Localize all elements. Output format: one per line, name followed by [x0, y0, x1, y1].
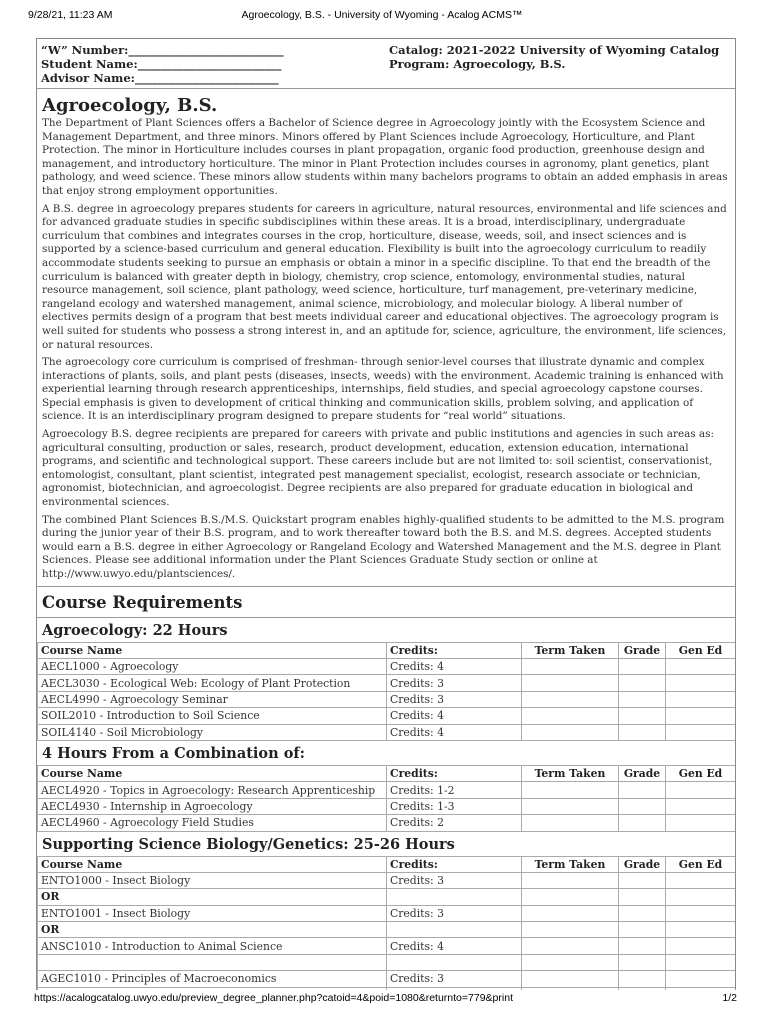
course-table: [37, 642, 736, 741]
table-row: [38, 691, 736, 707]
table-row: [38, 798, 736, 814]
description-paragraph: The agroecology core curriculum is comprised of freshman- through senior-level courses that illustrate dynamic and complex interactions of plants, soils, and plant pests (diseases, insects, weeds) with the environment. Academic training is enhanced with experiential learning through research apprenticeships, internships, field studies, and special agroecology capstone courses. Special emphasis is given to development of critical thinking and communication skills, problem solving, and application of science. It is an interdisciplinary program designed to prepare students for “real world” situations.: [42, 356, 724, 423]
course-name-cell: AECL4960 - Agroecology Field Studies: [38, 815, 387, 831]
credits-cell: Credits: 4: [387, 724, 522, 740]
term-taken-cell: [522, 675, 619, 691]
table-header-row: [38, 642, 736, 658]
grade-cell: [619, 954, 666, 970]
table-row: [38, 782, 736, 798]
gen-ed-cell: [666, 954, 736, 970]
term-taken-cell: [522, 798, 619, 814]
description-paragraph: A B.S. degree in agroecology prepares students for careers in agriculture, natural resources, environmental and life sciences and for advanced graduate studies in specific subdisciplines within these areas. It is a broad, interdisciplinary, undergraduate curriculum that combines and integrates courses in the crop, horticulture, disease, weeds, soil, and insect sciences and is supported by a science-based curriculum and general education. Flexibility is built into the agroecology curriculum to readily accommodate students seeking to pursue an emphasis or obtain a minor in a specific discipline. To that end the breadth of the curriculum is balanced with greater depth in biology, chemistry, crop science, entomology, environmental studies, natural resource management, soil science, plant pathology, weed science, horticulture, turf management, pre-veterinary medicine, rangeland ecology and watershed management, animal science, microbiology, and molecular biology. A liberal number of electives permits design of a program that best meets individual career and educational objectives. The agroecology program is well suited for students who possess a strong interest in, and an aptitude for, science, agriculture, the environment, life sciences, or natural resources.: [42, 202, 727, 351]
course-name-cell: ENTO1001 - Insect Biology: [38, 905, 387, 921]
or-separator: [38, 987, 387, 990]
term-taken-cell: [522, 922, 619, 938]
gen-ed-header: Gen Ed: [666, 642, 736, 658]
course-table: [37, 856, 736, 991]
term-taken-header: Term Taken: [522, 642, 619, 658]
description-paragraph: Agroecology B.S. degree recipients are prepared for careers with private and public institutions and agencies in such areas as: agricultural consulting, production or sales, research, product development, education, extension education, international programs, and scientific and technological support. These careers include but are not limited to: soil scientist, conservationist, entomologist, consultant, plant scientist, integrated pest management specialist, ecologist, research associate or technician, agronomist, biotechnician, and agroecologist. Degree recipients are also prepared for graduate education in biological and environmental sciences.: [42, 428, 714, 509]
term-taken-cell: [522, 724, 619, 740]
grade-cell: [619, 922, 666, 938]
course-name-cell: AECL4990 - Agroecology Seminar: [38, 691, 387, 707]
credits-cell: Credits: 3: [387, 872, 522, 888]
credits-cell: Credits: 4: [387, 708, 522, 724]
or-separator: OR: [38, 889, 387, 905]
program-description: [37, 117, 735, 582]
student-info-block: [37, 39, 735, 89]
course-name-cell: AECL4930 - Internship in Agroecology: [38, 798, 387, 814]
print-url: https://acalogcatalog.uwyo.edu/preview_degree_planner.php?catoid=4&poid=1080&returnto=779&print: [34, 992, 513, 1004]
student-info-fields: [41, 43, 284, 85]
course-name-cell: ENTO1000 - Insect Biology: [38, 872, 387, 888]
print-datetime: 9/28/21, 11:23 AM: [28, 9, 113, 21]
credits-cell: [387, 922, 522, 938]
table-row: [38, 905, 736, 921]
table-row: [38, 658, 736, 674]
credits-cell: Credits: 3: [387, 691, 522, 707]
credits-cell: Credits: 1-3: [387, 798, 522, 814]
requirement-group-title: Agroecology: 22 Hours: [42, 621, 228, 639]
grade-header: Grade: [619, 856, 666, 872]
credits-cell: Credits: 2: [387, 815, 522, 831]
gen-ed-cell: [666, 938, 736, 954]
credits-cell: Credits: 4: [387, 658, 522, 674]
course-name-cell: AECL1000 - Agroecology: [38, 658, 387, 674]
credits-cell: Credits: 3: [387, 971, 522, 987]
term-taken-cell: [522, 971, 619, 987]
term-taken-cell: [522, 815, 619, 831]
gen-ed-cell: [666, 815, 736, 831]
course-requirements-title: Course Requirements: [42, 592, 243, 612]
table-row: [38, 971, 736, 987]
credits-header: Credits:: [387, 642, 522, 658]
term-taken-header: Term Taken: [522, 765, 619, 781]
grade-cell: [619, 782, 666, 798]
table-row: [38, 675, 736, 691]
student-name-field: Student Name:_________________________: [41, 57, 282, 71]
degree-planner-document: [36, 38, 736, 990]
gen-ed-cell: [666, 798, 736, 814]
grade-cell: [619, 724, 666, 740]
grade-cell: [619, 971, 666, 987]
course-name-cell: ANSC1010 - Introduction to Animal Science: [38, 938, 387, 954]
course-name-header: Course Name: [38, 765, 387, 781]
gen-ed-cell: [666, 905, 736, 921]
requirement-group-title: 4 Hours From a Combination of:: [42, 744, 305, 762]
table-row: [38, 987, 736, 990]
description-paragraph: The Department of Plant Sciences offers a Bachelor of Science degree in Agroecology jointly with the Ecosystem Science and Management Department, and three minors. Minors offered by Plant Sciences include Agroecology, Horticulture, and Plant Protection. The minor in Horticulture includes courses in plant propagation, organic food production, greenhouse design and management, and introductory horticulture. The minor in Plant Protection includes courses in agronomy, plant genetics, plant pathology, and weed science. These minors allow students within many bachelors programs to obtain an added emphasis in areas that enjoy strong employment opportunities.: [42, 117, 728, 197]
print-header: [28, 9, 736, 23]
gen-ed-cell: [666, 782, 736, 798]
course-name-header: Course Name: [38, 642, 387, 658]
requirement-group-title: Supporting Science Biology/Genetics: 25-26 Hours: [42, 835, 455, 853]
credits-header: Credits:: [387, 765, 522, 781]
credits-header: Credits:: [387, 856, 522, 872]
grade-cell: [619, 708, 666, 724]
table-row: [38, 708, 736, 724]
table-row: [38, 872, 736, 888]
course-table: [37, 765, 736, 832]
credits-cell: [387, 954, 522, 970]
table-header-row: [38, 765, 736, 781]
term-taken-cell: [522, 872, 619, 888]
gen-ed-header: Gen Ed: [666, 856, 736, 872]
grade-cell: [619, 815, 666, 831]
print-page-number: 1/2: [722, 992, 737, 1004]
description-paragraph: The combined Plant Sciences B.S./M.S. Quickstart program enables highly-qualified students to be admitted to the M.S. program during the junior year of their B.S. program, and to work thereafter toward both the B.S. and M.S. degrees. Accepted students would earn a B.S. degree in either Agroecology or Rangeland Ecology and Watershed Management and the M.S. degree in Plant Sciences. Please see additional information under the Plant Sciences Graduate Study section or online at http://www.uwyo.edu/plantsciences/.: [42, 513, 725, 580]
gen-ed-cell: [666, 987, 736, 990]
credits-cell: [387, 987, 522, 990]
grade-cell: [619, 872, 666, 888]
gen-ed-cell: [666, 971, 736, 987]
gen-ed-cell: [666, 675, 736, 691]
course-name-cell: AECL3030 - Ecological Web: Ecology of Plant Protection: [38, 675, 387, 691]
grade-cell: [619, 987, 666, 990]
credits-cell: Credits: 4: [387, 938, 522, 954]
gen-ed-header: Gen Ed: [666, 765, 736, 781]
gen-ed-cell: [666, 691, 736, 707]
gen-ed-cell: [666, 889, 736, 905]
grade-cell: [619, 691, 666, 707]
credits-cell: Credits: 3: [387, 675, 522, 691]
gen-ed-cell: [666, 922, 736, 938]
course-name-cell: SOIL2010 - Introduction to Soil Science: [38, 708, 387, 724]
table-header-row: [38, 856, 736, 872]
course-name-cell: AECL4920 - Topics in Agroecology: Research Apprenticeship: [38, 782, 387, 798]
credits-cell: Credits: 3: [387, 905, 522, 921]
term-taken-cell: [522, 691, 619, 707]
term-taken-cell: [522, 938, 619, 954]
course-name-cell: AGEC1010 - Principles of Macroeconomics: [38, 971, 387, 987]
catalog-label: Catalog: 2021-2022 University of Wyoming Catalog: [389, 43, 720, 57]
term-taken-cell: [522, 658, 619, 674]
term-taken-header: Term Taken: [522, 856, 619, 872]
or-separator: OR: [38, 922, 387, 938]
grade-cell: [619, 905, 666, 921]
term-taken-cell: [522, 782, 619, 798]
gen-ed-cell: [666, 658, 736, 674]
table-row: [38, 815, 736, 831]
term-taken-cell: [522, 889, 619, 905]
w-number-field: “W” Number:___________________________: [41, 43, 284, 57]
course-name-cell: SOIL4140 - Soil Microbiology: [38, 724, 387, 740]
table-row: [38, 954, 736, 970]
grade-header: Grade: [619, 642, 666, 658]
print-page-title: Agroecology, B.S. - University of Wyoming - Acalog ACMS™: [241, 9, 523, 21]
requirement-groups: [37, 618, 735, 990]
table-row: [38, 938, 736, 954]
table-row: [38, 889, 736, 905]
program-title: Agroecology, B.S.: [42, 95, 218, 116]
program-label: Program: Agroecology, B.S.: [389, 57, 566, 71]
table-row: [38, 922, 736, 938]
grade-cell: [619, 675, 666, 691]
advisor-name-field: Advisor Name:_________________________: [41, 71, 279, 85]
grade-cell: [619, 798, 666, 814]
credits-cell: [387, 889, 522, 905]
gen-ed-cell: [666, 708, 736, 724]
term-taken-cell: [522, 954, 619, 970]
course-name-header: Course Name: [38, 856, 387, 872]
term-taken-cell: [522, 987, 619, 990]
term-taken-cell: [522, 905, 619, 921]
table-row: [38, 724, 736, 740]
grade-cell: [619, 889, 666, 905]
grade-cell: [619, 938, 666, 954]
term-taken-cell: [522, 708, 619, 724]
course-name-cell: [38, 954, 387, 970]
credits-cell: Credits: 1-2: [387, 782, 522, 798]
grade-cell: [619, 658, 666, 674]
gen-ed-cell: [666, 724, 736, 740]
grade-header: Grade: [619, 765, 666, 781]
print-footer: [34, 992, 737, 1006]
catalog-info: [389, 43, 719, 71]
gen-ed-cell: [666, 872, 736, 888]
